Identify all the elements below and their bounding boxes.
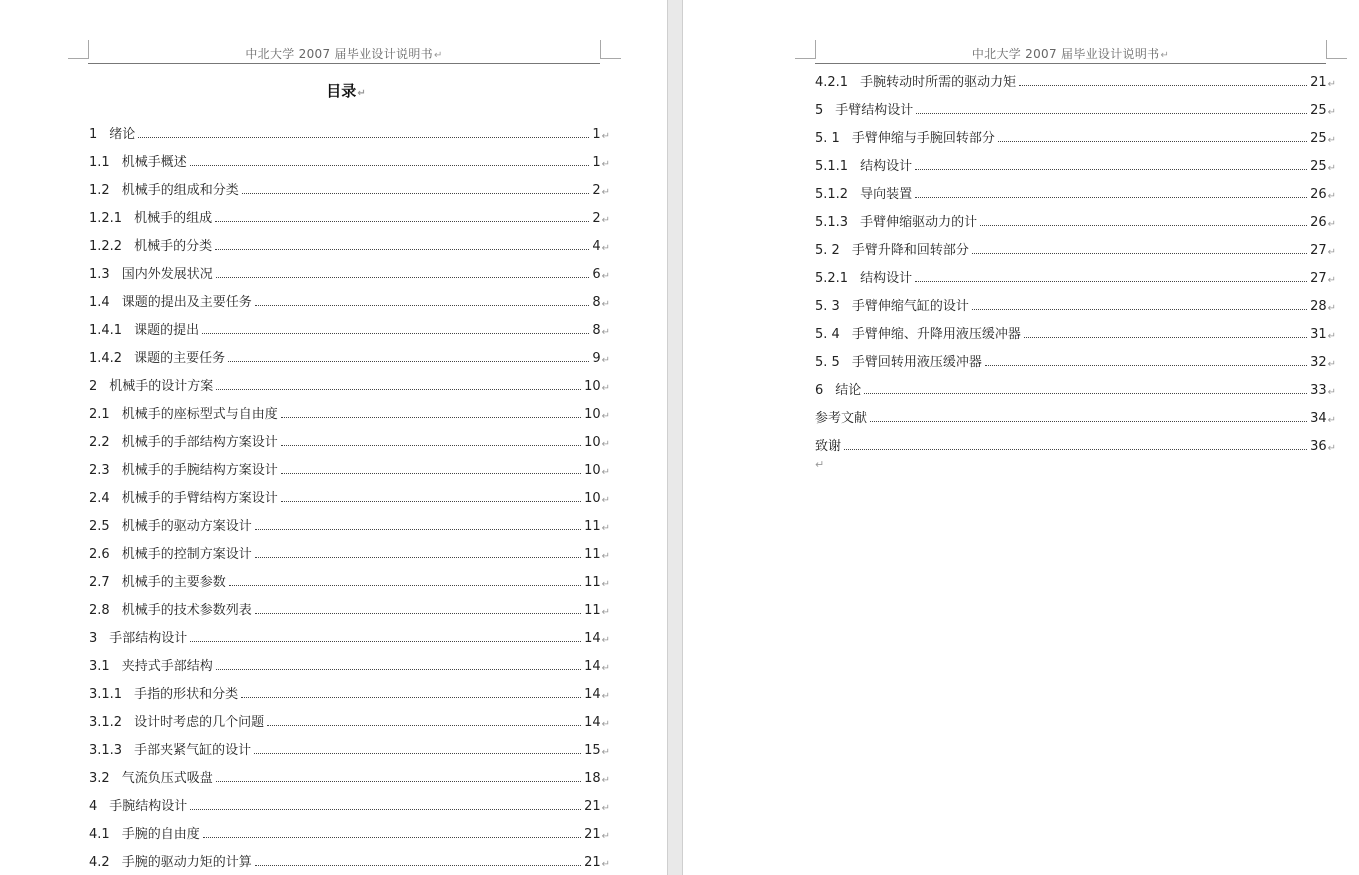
- toc-entry-page: 32: [1310, 355, 1327, 370]
- dot-leader: [202, 332, 589, 334]
- toc-entry-label: 手腕结构设计: [109, 799, 188, 814]
- toc-entry-number: 3.1.3: [89, 743, 123, 758]
- toc-entry-label: 手臂伸缩与手腕回转部分: [851, 131, 995, 146]
- toc-entry[interactable]: [815, 146, 1336, 174]
- toc-entry-page: 11: [584, 547, 601, 562]
- toc-entry[interactable]: [815, 230, 1336, 258]
- toc-entry-page: 21: [584, 799, 601, 814]
- dot-leader: [190, 640, 581, 642]
- toc-entry[interactable]: [89, 114, 610, 142]
- toc-title-text: 目录: [326, 82, 357, 100]
- toc-entry[interactable]: [89, 562, 610, 590]
- toc-entry-number: 1.2.1: [89, 211, 123, 226]
- dot-leader: [998, 140, 1307, 142]
- paragraph-mark-icon: ↵: [1327, 107, 1336, 118]
- toc-entry-label: 机械手的主要参数: [121, 575, 226, 590]
- paragraph-mark-icon: ↵: [601, 495, 610, 506]
- toc-entry-label: 机械手概述: [121, 155, 187, 170]
- toc-entry-page: 21: [584, 855, 601, 870]
- toc-entry-number: 2.7: [89, 575, 110, 590]
- toc-entry-number: 2.2: [89, 435, 110, 450]
- crop-mark-top-right: [600, 40, 621, 59]
- dot-leader: [281, 444, 581, 446]
- dot-leader: [229, 584, 581, 586]
- dot-leader: [915, 168, 1307, 170]
- header-text: 中北大学 2007 届毕业设计说明书: [245, 47, 433, 61]
- toc-entry-number: 4.1: [89, 827, 110, 842]
- toc-entry-page: 21: [584, 827, 601, 842]
- dot-leader: [255, 304, 590, 306]
- toc-entry-page: 36: [1310, 439, 1327, 454]
- paragraph-mark-icon: ↵: [601, 803, 610, 814]
- dot-leader: [216, 388, 581, 390]
- toc-entry-number: 2: [89, 379, 98, 394]
- toc-entry-label: 夹持式手部结构: [121, 659, 213, 674]
- header-rule: [88, 63, 600, 64]
- toc-entry-number: 2.8: [89, 603, 110, 618]
- toc-entry[interactable]: [89, 142, 610, 170]
- paragraph-mark-icon: ↵: [1327, 387, 1336, 398]
- dot-leader: [281, 472, 581, 474]
- dot-leader: [864, 392, 1307, 394]
- toc-entry[interactable]: [815, 398, 1336, 426]
- toc-entry-label: 机械手的组成: [134, 211, 213, 226]
- toc-entry-number: 4.2.1: [815, 75, 849, 90]
- toc-entry-page: 34: [1310, 411, 1327, 426]
- toc-entry-page: 9: [592, 351, 601, 366]
- toc-entry-page: 31: [1310, 327, 1327, 342]
- dot-leader: [281, 416, 581, 418]
- toc-entry-label: 手腕的驱动力矩的计算: [121, 855, 252, 870]
- dot-leader: [1024, 336, 1307, 338]
- paragraph-mark-icon: ↵: [601, 439, 610, 450]
- toc-entry[interactable]: [89, 366, 610, 394]
- dot-leader: [972, 308, 1307, 310]
- toc-entry[interactable]: [815, 426, 1336, 454]
- dot-leader: [915, 280, 1307, 282]
- toc-entry[interactable]: [815, 118, 1336, 146]
- toc-entry-page: 10: [584, 435, 601, 450]
- dot-leader: [267, 724, 581, 726]
- paragraph-mark-icon: ↵: [601, 635, 610, 646]
- toc-entry-number: 5.1.1: [815, 159, 849, 174]
- paragraph-mark-icon: ↵: [601, 243, 610, 254]
- toc-entry-page: 15: [584, 743, 601, 758]
- paragraph-mark-icon: ↵: [1327, 191, 1336, 202]
- toc-entry-label: 致谢: [815, 439, 842, 454]
- toc-entry-number: 1.4: [89, 295, 110, 310]
- dot-leader: [190, 164, 590, 166]
- toc-entry[interactable]: [89, 758, 610, 786]
- paragraph-mark-icon: ↵: [1327, 219, 1336, 230]
- toc-entry-number: 5. 2: [815, 243, 840, 258]
- paragraph-mark-icon: ↵: [1327, 275, 1336, 286]
- toc-entry-page: 27: [1310, 271, 1327, 286]
- dot-leader: [985, 364, 1307, 366]
- paragraph-mark-icon: ↵: [601, 131, 610, 142]
- toc-entry-page: 8: [592, 323, 601, 338]
- toc-entry-label: 机械手的设计方案: [109, 379, 214, 394]
- toc-entry-page: 11: [584, 519, 601, 534]
- toc-entry-number: 1.2.2: [89, 239, 123, 254]
- toc-entry-number: 1.2: [89, 183, 110, 198]
- toc-entry-label: 手腕转动时所需的驱动力矩: [860, 75, 1017, 90]
- toc-entry-page: 11: [584, 603, 601, 618]
- toc-entry[interactable]: [89, 842, 610, 870]
- toc-entry-page: 14: [584, 687, 601, 702]
- header-text: 中北大学 2007 届毕业设计说明书: [971, 47, 1160, 61]
- toc-entry-page: 1: [592, 127, 601, 142]
- toc-entry-number: 3.1.1: [89, 687, 123, 702]
- paragraph-mark-icon: ↵: [601, 271, 610, 282]
- toc-entry-label: 手指的形状和分类: [134, 687, 239, 702]
- page-gutter: [667, 0, 683, 875]
- toc-entry-label: 手腕的自由度: [121, 827, 200, 842]
- toc-entry-number: 1.3: [89, 267, 110, 282]
- paragraph-mark-icon: ↵: [601, 327, 610, 338]
- toc-entry-label: 机械手的座标型式与自由度: [121, 407, 278, 422]
- toc-entry[interactable]: [89, 170, 610, 198]
- toc-entry-label: 手臂结构设计: [835, 103, 914, 118]
- toc-entry-number: 5.1.3: [815, 215, 849, 230]
- toc-entry[interactable]: [89, 282, 610, 310]
- dot-leader: [844, 448, 1307, 450]
- toc-entry-page: 33: [1310, 383, 1327, 398]
- dot-leader: [242, 192, 590, 194]
- toc-entry-page: 26: [1310, 215, 1327, 230]
- toc-entry[interactable]: [89, 394, 610, 422]
- toc-entry-label: 手部结构设计: [109, 631, 188, 646]
- paragraph-mark-icon: ↵: [1327, 443, 1336, 454]
- toc-entry-label: 手臂伸缩、升降用液压缓冲器: [851, 327, 1021, 342]
- toc-entry[interactable]: [815, 202, 1336, 230]
- toc-entry-label: 结论: [835, 383, 862, 398]
- toc-entry-label: 参考文献: [815, 411, 868, 426]
- toc-entry-label: 机械手的分类: [134, 239, 213, 254]
- toc-entry[interactable]: [89, 450, 610, 478]
- dot-leader: [216, 276, 590, 278]
- dot-leader: [215, 248, 589, 250]
- paragraph-mark-icon: ↵: [433, 50, 443, 61]
- dot-leader: [915, 196, 1307, 198]
- paragraph-mark-icon: ↵: [1327, 135, 1336, 146]
- toc-entry-number: 4: [89, 799, 98, 814]
- paragraph-mark-icon: ↵: [601, 299, 610, 310]
- toc-entry-page: 6: [592, 267, 601, 282]
- toc-entry[interactable]: [89, 730, 610, 758]
- toc-entry-page: 4: [592, 239, 601, 254]
- toc-entry-page: 25: [1310, 103, 1327, 118]
- dot-leader: [228, 360, 589, 362]
- dot-leader: [216, 668, 581, 670]
- paragraph-mark-icon: ↵: [601, 383, 610, 394]
- toc-entry-label: 气流负压式吸盘: [121, 771, 213, 786]
- toc-entry-number: 5. 3: [815, 299, 840, 314]
- dot-leader: [215, 220, 589, 222]
- paragraph-mark-icon: ↵: [1327, 359, 1336, 370]
- toc-entry-page: 28: [1310, 299, 1327, 314]
- toc-entry[interactable]: [89, 702, 610, 730]
- toc-entry-page: 10: [584, 379, 601, 394]
- paragraph-mark-icon: ↵: [601, 831, 610, 842]
- paragraph-mark-icon: ↵: [601, 187, 610, 198]
- toc-entry-label: 课题的提出及主要任务: [121, 295, 252, 310]
- toc-entry-number: 1.4.1: [89, 323, 123, 338]
- toc-entry-number: 2.3: [89, 463, 110, 478]
- paragraph-mark-icon: ↵: [1327, 247, 1336, 258]
- toc-entry-label: 机械手的组成和分类: [121, 183, 239, 198]
- toc-entry-label: 结构设计: [860, 159, 913, 174]
- toc-entry-page: 8: [592, 295, 601, 310]
- paragraph-mark-icon: ↵: [601, 215, 610, 226]
- toc-entry-label: 设计时考虑的几个问题: [134, 715, 265, 730]
- toc-entry-page: 11: [584, 575, 601, 590]
- toc-entry-page: 10: [584, 491, 601, 506]
- toc-entry[interactable]: [89, 674, 610, 702]
- dot-leader: [255, 528, 581, 530]
- toc-list-left: [89, 114, 610, 870]
- paragraph-mark-icon: ↵: [601, 719, 610, 730]
- toc-entry-number: 3.1.2: [89, 715, 123, 730]
- dot-leader: [190, 808, 581, 810]
- document-page-left: [0, 0, 667, 875]
- toc-entry[interactable]: [815, 314, 1336, 342]
- dot-leader: [1019, 84, 1307, 86]
- toc-entry-number: 5. 5: [815, 355, 840, 370]
- toc-entry-page: 14: [584, 631, 601, 646]
- toc-entry-label: 绪论: [109, 127, 136, 142]
- crop-mark-top-right: [1326, 40, 1347, 59]
- dot-leader: [870, 420, 1307, 422]
- toc-entry-page: 14: [584, 659, 601, 674]
- toc-entry-page: 27: [1310, 243, 1327, 258]
- toc-title: [0, 80, 692, 101]
- toc-entry-number: 3.2: [89, 771, 110, 786]
- dot-leader: [972, 252, 1307, 254]
- paragraph-mark-icon: ↵: [601, 467, 610, 478]
- toc-entry[interactable]: [89, 422, 610, 450]
- dot-leader: [216, 780, 581, 782]
- toc-entry-page: 21: [1310, 75, 1327, 90]
- dot-leader: [916, 112, 1307, 114]
- paragraph-mark-icon: ↵: [601, 691, 610, 702]
- toc-entry-number: 5.2.1: [815, 271, 849, 286]
- paragraph-mark-icon: ↵: [601, 523, 610, 534]
- toc-entry-label: 手臂伸缩气缸的设计: [851, 299, 969, 314]
- toc-entry-label: 机械手的技术参数列表: [121, 603, 252, 618]
- toc-entry-page: 18: [584, 771, 601, 786]
- toc-entry-page: 1: [592, 155, 601, 170]
- toc-entry-number: 5. 4: [815, 327, 840, 342]
- toc-entry[interactable]: [815, 286, 1336, 314]
- toc-entry-page: 10: [584, 463, 601, 478]
- paragraph-mark-icon: ↵: [1327, 163, 1336, 174]
- toc-entry-number: 2.5: [89, 519, 110, 534]
- toc-entry-number: 3: [89, 631, 98, 646]
- toc-entry-page: 25: [1310, 131, 1327, 146]
- dot-leader: [255, 612, 581, 614]
- toc-entry[interactable]: [815, 258, 1336, 286]
- paragraph-mark-icon: ↵: [601, 551, 610, 562]
- dot-leader: [254, 752, 581, 754]
- toc-entry[interactable]: [89, 254, 610, 282]
- toc-entry-label: 机械手的驱动方案设计: [121, 519, 252, 534]
- paragraph-mark-icon: ↵: [1327, 79, 1336, 90]
- toc-entry[interactable]: [89, 814, 610, 842]
- paragraph-mark-icon: ↵: [1327, 303, 1336, 314]
- toc-entry[interactable]: [815, 370, 1336, 398]
- page-header: [88, 45, 600, 62]
- paragraph-mark-icon: ↵: [601, 775, 610, 786]
- toc-entry-label: 手部夹紧气缸的设计: [134, 743, 252, 758]
- toc-entry-label: 导向装置: [860, 187, 913, 202]
- paragraph-mark-icon: ↵: [601, 607, 610, 618]
- toc-entry-number: 5.1.2: [815, 187, 849, 202]
- toc-entry-label: 机械手的手臂结构方案设计: [121, 491, 278, 506]
- toc-entry-label: 机械手的控制方案设计: [121, 547, 252, 562]
- dot-leader: [281, 500, 581, 502]
- toc-entry-page: 25: [1310, 159, 1327, 174]
- paragraph-mark-icon: ↵: [815, 458, 825, 471]
- toc-entry-label: 课题的主要任务: [134, 351, 226, 366]
- toc-entry-page: 26: [1310, 187, 1327, 202]
- toc-entry-number: 2.6: [89, 547, 110, 562]
- toc-entry-page: 10: [584, 407, 601, 422]
- dot-leader: [255, 864, 581, 866]
- dot-leader: [138, 136, 589, 138]
- toc-entry-number: 2.4: [89, 491, 110, 506]
- toc-entry-number: 1: [89, 127, 98, 142]
- toc-entry[interactable]: [89, 226, 610, 254]
- toc-entry[interactable]: [815, 174, 1336, 202]
- toc-entry-page: 14: [584, 715, 601, 730]
- dot-leader: [980, 224, 1307, 226]
- paragraph-mark-icon: ↵: [1327, 331, 1336, 342]
- toc-entry[interactable]: [89, 618, 610, 646]
- toc-entry[interactable]: [815, 342, 1336, 370]
- toc-entry-label: 手臂升降和回转部分: [851, 243, 969, 258]
- toc-entry-label: 手臂回转用液压缓冲器: [851, 355, 982, 370]
- toc-entry[interactable]: [89, 198, 610, 226]
- toc-entry-number: 1.1: [89, 155, 110, 170]
- toc-entry[interactable]: [89, 338, 610, 366]
- toc-entry-page: 2: [592, 183, 601, 198]
- paragraph-mark-icon: ↵: [1160, 50, 1170, 61]
- toc-entry[interactable]: [89, 590, 610, 618]
- toc-entry-number: 1.4.2: [89, 351, 123, 366]
- paragraph-mark-icon: ↵: [601, 663, 610, 674]
- toc-entry-number: 3.1: [89, 659, 110, 674]
- toc-entry[interactable]: [89, 786, 610, 814]
- paragraph-mark-icon: ↵: [1327, 415, 1336, 426]
- paragraph-mark-icon: ↵: [601, 411, 610, 422]
- toc-entry-label: 机械手的手腕结构方案设计: [121, 463, 278, 478]
- toc-list-right: [815, 62, 1336, 454]
- toc-entry[interactable]: [89, 534, 610, 562]
- paragraph-mark-icon: ↵: [601, 747, 610, 758]
- dot-leader: [203, 836, 581, 838]
- toc-entry[interactable]: [815, 90, 1336, 118]
- paragraph-mark-icon: ↵: [601, 579, 610, 590]
- page-header: [815, 45, 1326, 62]
- toc-entry-number: 2.1: [89, 407, 110, 422]
- paragraph-mark-icon: ↵: [601, 159, 610, 170]
- toc-entry-label: 国内外发展状况: [121, 267, 213, 282]
- toc-entry-number: 6: [815, 383, 824, 398]
- toc-entry-number: 4.2: [89, 855, 110, 870]
- toc-entry[interactable]: [89, 646, 610, 674]
- toc-entry-label: 机械手的手部结构方案设计: [121, 435, 278, 450]
- paragraph-mark-icon: ↵: [601, 859, 610, 870]
- toc-entry-label: 结构设计: [860, 271, 913, 286]
- toc-entry-number: 5: [815, 103, 824, 118]
- toc-entry[interactable]: [89, 310, 610, 338]
- toc-entry-page: 2: [592, 211, 601, 226]
- toc-entry-label: 课题的提出: [134, 323, 200, 338]
- paragraph-mark-icon: ↵: [357, 88, 366, 99]
- crop-mark-top-left: [68, 40, 89, 59]
- document-page-right: [683, 0, 1359, 875]
- paragraph-mark-icon: ↵: [601, 355, 610, 366]
- toc-entry[interactable]: [89, 506, 610, 534]
- dot-leader: [241, 696, 581, 698]
- toc-entry-label: 手臂伸缩驱动力的计: [860, 215, 978, 230]
- toc-entry[interactable]: [815, 62, 1336, 90]
- toc-entry[interactable]: [89, 478, 610, 506]
- toc-entry-number: 5. 1: [815, 131, 840, 146]
- crop-mark-top-left: [795, 40, 816, 59]
- dot-leader: [255, 556, 581, 558]
